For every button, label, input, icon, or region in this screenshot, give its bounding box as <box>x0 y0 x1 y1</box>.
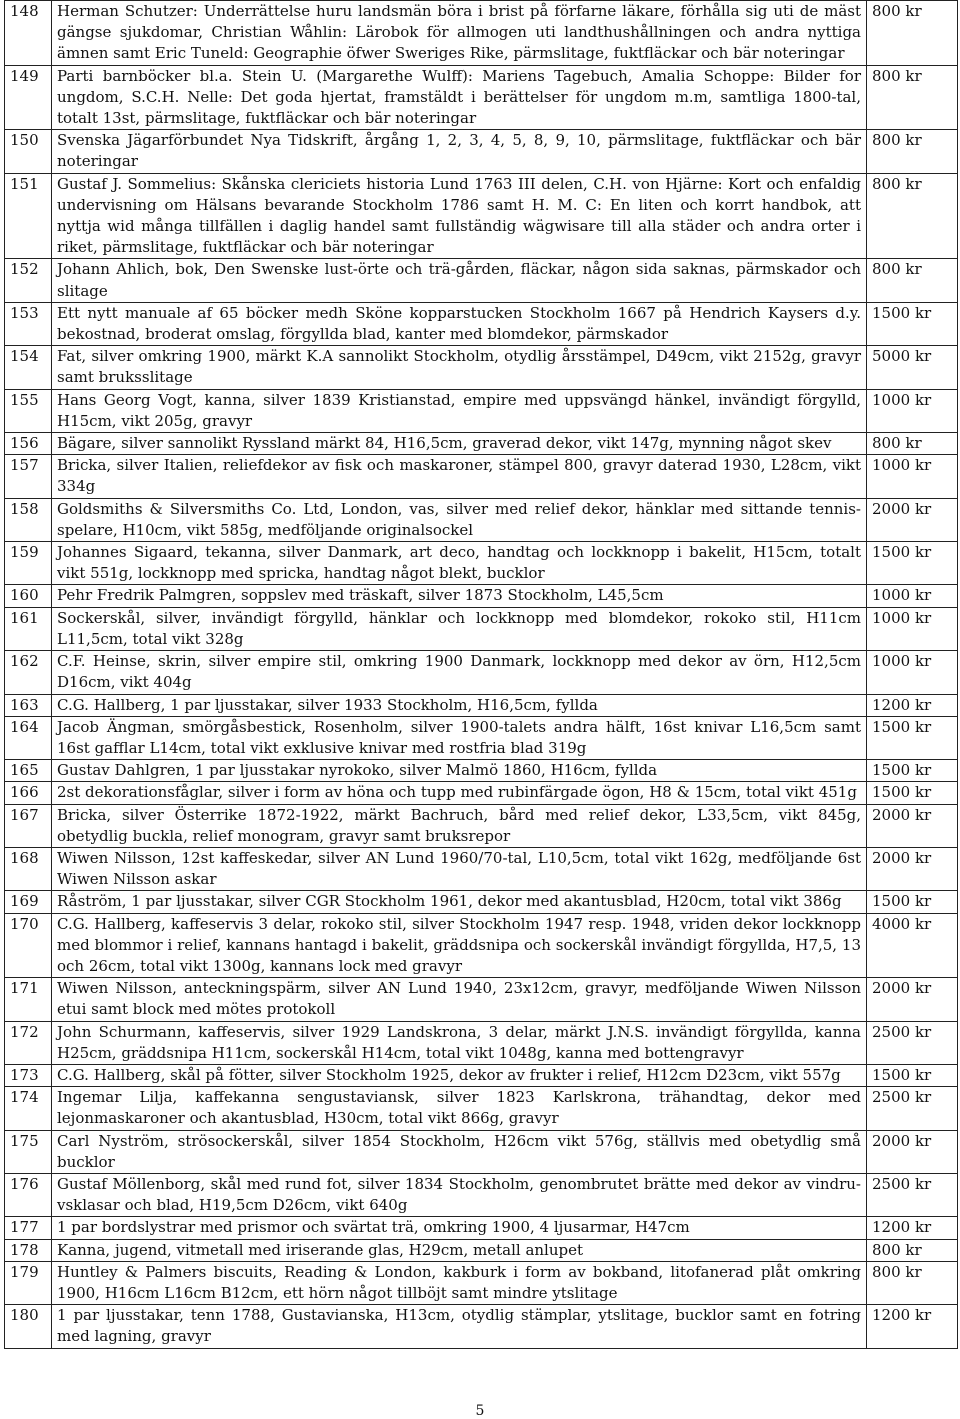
lot-estimate: 800 kr <box>867 433 958 455</box>
lot-description: 1 par bordslystrar med prismor och svärtat trä, omkring 1900, 4 ljusarmar, H47cm <box>52 1217 867 1239</box>
lot-number: 175 <box>5 1130 52 1173</box>
lot-number: 153 <box>5 302 52 345</box>
lot-description: Herman Schutzer: Underrättelse huru landsmän böra i brist på förfarne läkare, förhålla sig uti de mäst gängse sjukdomar, Christian Wåhlin: Lärobok för allmogen uti landthushållningen och andra nyttiga ämnen samt Eric Tuneld: Geographie öfwer Sweriges Rike, pärmslitage, fuktfläckar och bär noteringar <box>52 1 867 66</box>
lot-row <box>5 302 958 345</box>
lot-description: Ingemar Lilja, kaffekanna sengustaviansk, silver 1823 Karlskrona, trähandtag, dekor med lejonmaskaroner och akantusblad, H30cm, total vikt 866g, gravyr <box>52 1087 867 1130</box>
lot-number: 167 <box>5 804 52 847</box>
lot-estimate: 1200 kr <box>867 1217 958 1239</box>
lot-number: 179 <box>5 1261 52 1304</box>
lot-estimate: 800 kr <box>867 1 958 66</box>
lot-estimate: 800 kr <box>867 259 958 302</box>
page-number: 5 <box>475 1403 485 1419</box>
lot-estimate: 1500 kr <box>867 782 958 804</box>
lot-description: Kanna, jugend, vitmetall med iriserande glas, H29cm, metall anlupet <box>52 1239 867 1261</box>
lot-estimate: 1500 kr <box>867 302 958 345</box>
lot-description: Bägare, silver sannolikt Ryssland märkt 84, H16,5cm, graverad dekor, vikt 147g, mynning något skev <box>52 433 867 455</box>
lot-row <box>5 1021 958 1064</box>
lot-row <box>5 542 958 585</box>
lot-number: 173 <box>5 1064 52 1086</box>
lot-estimate: 2500 kr <box>867 1173 958 1216</box>
lot-number: 159 <box>5 542 52 585</box>
lot-row <box>5 585 958 607</box>
lot-number: 154 <box>5 346 52 389</box>
lot-estimate: 2000 kr <box>867 978 958 1021</box>
lot-description: Jacob Ängman, smörgåsbestick, Rosenholm, silver 1900-talets andra hälft, 16st knivar L16,5cm samt 16st gafflar L14cm, total vikt exklusive knivar med rostfria blad 319g <box>52 716 867 759</box>
lot-description: 1 par ljusstakar, tenn 1788, Gustavianska, H13cm, otydlig stämplar, ytslitage, bucklor samt en fotring med lagning, gravyr <box>52 1305 867 1348</box>
lot-description: Hans Georg Vogt, kanna, silver 1839 Kristianstad, empire med uppsvängd hänkel, invändigt förgylld, H15cm, vikt 205g, gravyr <box>52 389 867 432</box>
lot-row <box>5 1087 958 1130</box>
lot-description: Gustaf Möllenborg, skål med rund fot, silver 1834 Stockholm, genombrutet brätte med dekor av vindru-vsklasar och blad, H19,5cm D26cm, vikt 640g <box>52 1173 867 1216</box>
lot-table-body <box>5 1 958 1349</box>
lot-estimate: 1200 kr <box>867 694 958 716</box>
catalog-page <box>4 0 957 1349</box>
lot-table <box>4 0 958 1349</box>
lot-estimate: 2000 kr <box>867 1130 958 1173</box>
lot-description: Fat, silver omkring 1900, märkt K.A sannolikt Stockholm, otydlig årsstämpel, D49cm, vikt 2152g, gravyr samt bruksslitage <box>52 346 867 389</box>
lot-row <box>5 1173 958 1216</box>
lot-description: Ett nytt manuale af 65 böcker medh Sköne kopparstucken Stockholm 1667 på Hendrich Kaysers d.y. bekostnad, broderat omslag, förgyllda blad, kanter med blomdekor, pärmskador <box>52 302 867 345</box>
lot-number: 149 <box>5 65 52 130</box>
lot-number: 168 <box>5 847 52 890</box>
lot-estimate: 1200 kr <box>867 1305 958 1348</box>
lot-number: 150 <box>5 130 52 173</box>
lot-number: 176 <box>5 1173 52 1216</box>
lot-row <box>5 498 958 541</box>
lot-number: 169 <box>5 891 52 913</box>
lot-description: Wiwen Nilsson, anteckningspärm, silver AN Lund 1940, 23x12cm, gravyr, medföljande Wiwen Nilsson etui samt block med mötes protokoll <box>52 978 867 1021</box>
lot-description: C.G. Hallberg, skål på fötter, silver Stockholm 1925, dekor av frukter i relief, H12cm D23cm, vikt 557g <box>52 1064 867 1086</box>
lot-row <box>5 607 958 650</box>
lot-row <box>5 1261 958 1304</box>
lot-row <box>5 782 958 804</box>
lot-number: 180 <box>5 1305 52 1348</box>
lot-description: Huntley & Palmers biscuits, Reading & London, kakburk i form av bokband, litofanerad plåt omkring 1900, H16cm L16cm B12cm, ett hörn något tillböjt samt mindre ytslitage <box>52 1261 867 1304</box>
lot-row <box>5 847 958 890</box>
lot-estimate: 5000 kr <box>867 346 958 389</box>
lot-row <box>5 978 958 1021</box>
lot-description: Gustav Dahlgren, 1 par ljusstakar nyrokoko, silver Malmö 1860, H16cm, fyllda <box>52 760 867 782</box>
lot-row <box>5 259 958 302</box>
lot-number: 151 <box>5 173 52 259</box>
lot-description: Bricka, silver Österrike 1872-1922, märkt Bachruch, bård med relief dekor, L33,5cm, vikt 845g, obetydlig buckla, relief monogram, gravyr samt bruksrepor <box>52 804 867 847</box>
lot-estimate: 4000 kr <box>867 913 958 978</box>
lot-estimate: 800 kr <box>867 1261 958 1304</box>
lot-row <box>5 1 958 66</box>
lot-description: Råström, 1 par ljusstakar, silver CGR Stockholm 1961, dekor med akantusblad, H20cm, total vikt 386g <box>52 891 867 913</box>
lot-estimate: 1000 kr <box>867 585 958 607</box>
lot-estimate: 1500 kr <box>867 760 958 782</box>
lot-row <box>5 760 958 782</box>
lot-number: 162 <box>5 651 52 694</box>
lot-number: 160 <box>5 585 52 607</box>
lot-description: 2st dekorationsfåglar, silver i form av höna och tupp med rubinfärgade ögon, H8 & 15cm, total vikt 451g <box>52 782 867 804</box>
lot-description: C.G. Hallberg, kaffeservis 3 delar, rokoko stil, silver Stockholm 1947 resp. 1948, vriden dekor lockknopp med blommor i relief, kannans hantagd i bakelit, gräddsnipa och sockerskål invändigt förgyllda, H7,5, 13 och 26cm, total vikt 1300g, kannans lock med gravyr <box>52 913 867 978</box>
lot-number: 174 <box>5 1087 52 1130</box>
lot-description: Gustaf J. Sommelius: Skånska clericiets historia Lund 1763 III delen, C.H. von Hjärne: Kort och enfaldig undervisning om Hälsans bevarande Stockholm 1786 samt H. M. C: En liten och korrt handbok, att nyttja wid många tillfällen i daglig handel samt fullständig wägwisare till alla städer och andra orter i riket, pärmslitage, fuktfläckar och bär noteringar <box>52 173 867 259</box>
lot-description: Carl Nyström, strösockerskål, silver 1854 Stockholm, H26cm vikt 576g, ställvis med obetydlig små bucklor <box>52 1130 867 1173</box>
lot-estimate: 1500 kr <box>867 542 958 585</box>
lot-row <box>5 1239 958 1261</box>
lot-number: 171 <box>5 978 52 1021</box>
lot-number: 177 <box>5 1217 52 1239</box>
lot-row <box>5 433 958 455</box>
lot-description: C.G. Hallberg, 1 par ljusstakar, silver 1933 Stockholm, H16,5cm, fyllda <box>52 694 867 716</box>
lot-description: Sockerskål, silver, invändigt förgylld, hänklar och lockknopp med blomdekor, rokoko stil, H11cm L11,5cm, total vikt 328g <box>52 607 867 650</box>
lot-estimate: 2500 kr <box>867 1021 958 1064</box>
lot-estimate: 1500 kr <box>867 891 958 913</box>
lot-estimate: 2000 kr <box>867 804 958 847</box>
lot-number: 170 <box>5 913 52 978</box>
lot-row <box>5 173 958 259</box>
lot-estimate: 1000 kr <box>867 389 958 432</box>
lot-row <box>5 651 958 694</box>
lot-estimate: 800 kr <box>867 1239 958 1261</box>
lot-row <box>5 716 958 759</box>
lot-description: Johann Ahlich, bok, Den Swenske lust-örte och trä-gården, fläckar, någon sida saknas, pärmskador och slitage <box>52 259 867 302</box>
lot-number: 172 <box>5 1021 52 1064</box>
lot-estimate: 1000 kr <box>867 607 958 650</box>
lot-row <box>5 1305 958 1348</box>
lot-number: 148 <box>5 1 52 66</box>
lot-description: Svenska Jägarförbundet Nya Tidskrift, årgång 1, 2, 3, 4, 5, 8, 9, 10, pärmslitage, fuktfläckar och bär noteringar <box>52 130 867 173</box>
lot-number: 156 <box>5 433 52 455</box>
lot-number: 155 <box>5 389 52 432</box>
lot-estimate: 800 kr <box>867 65 958 130</box>
lot-number: 164 <box>5 716 52 759</box>
lot-number: 157 <box>5 455 52 498</box>
lot-description: Pehr Fredrik Palmgren, soppslev med träskaft, silver 1873 Stockholm, L45,5cm <box>52 585 867 607</box>
lot-row <box>5 1217 958 1239</box>
lot-description: C.F. Heinse, skrin, silver empire stil, omkring 1900 Danmark, lockknopp med dekor av örn, H12,5cm D16cm, vikt 404g <box>52 651 867 694</box>
lot-estimate: 2000 kr <box>867 498 958 541</box>
lot-description: Parti barnböcker bl.a. Stein U. (Margarethe Wulff): Mariens Tagebuch, Amalia Schoppe: Bilder for ungdom, S.C.H. Nelle: Det goda hjertat, framstäldt i berättelser för ungdom m.m, samtliga 1800-tal, totalt 13st, pärmslitage, fuktfläckar och bär noteringar <box>52 65 867 130</box>
lot-estimate: 800 kr <box>867 130 958 173</box>
lot-row <box>5 694 958 716</box>
lot-row <box>5 1130 958 1173</box>
lot-row <box>5 1064 958 1086</box>
lot-number: 163 <box>5 694 52 716</box>
lot-row <box>5 455 958 498</box>
lot-number: 166 <box>5 782 52 804</box>
lot-estimate: 1000 kr <box>867 455 958 498</box>
lot-number: 152 <box>5 259 52 302</box>
lot-row <box>5 346 958 389</box>
lot-row <box>5 65 958 130</box>
lot-description: Wiwen Nilsson, 12st kaffeskedar, silver AN Lund 1960/70-tal, L10,5cm, total vikt 162g, medföljande 6st Wiwen Nilsson askar <box>52 847 867 890</box>
lot-estimate: 2500 kr <box>867 1087 958 1130</box>
lot-description: John Schurmann, kaffeservis, silver 1929 Landskrona, 3 delar, märkt J.N.S. invändigt förgyllda, kanna H25cm, gräddsnipa H11cm, sockerskål H14cm, total vikt 1048g, kanna med bottengravyr <box>52 1021 867 1064</box>
lot-number: 178 <box>5 1239 52 1261</box>
lot-row <box>5 913 958 978</box>
lot-estimate: 2000 kr <box>867 847 958 890</box>
lot-estimate: 1500 kr <box>867 1064 958 1086</box>
lot-description: Bricka, silver Italien, reliefdekor av fisk och maskaroner, stämpel 800, gravyr daterad 1930, L28cm, vikt 334g <box>52 455 867 498</box>
lot-row <box>5 389 958 432</box>
lot-estimate: 800 kr <box>867 173 958 259</box>
lot-row <box>5 130 958 173</box>
lot-description: Goldsmiths & Silversmiths Co. Ltd, London, vas, silver med relief dekor, hänklar med sittande tennis-spelare, H10cm, vikt 585g, medföljande originalsockel <box>52 498 867 541</box>
lot-row <box>5 891 958 913</box>
lot-number: 161 <box>5 607 52 650</box>
lot-number: 165 <box>5 760 52 782</box>
lot-estimate: 1500 kr <box>867 716 958 759</box>
lot-row <box>5 804 958 847</box>
lot-description: Johannes Sigaard, tekanna, silver Danmark, art deco, handtag och lockknopp i bakelit, H15cm, totalt vikt 551g, lockknopp med spricka, handtag något blekt, bucklor <box>52 542 867 585</box>
lot-number: 158 <box>5 498 52 541</box>
lot-estimate: 1000 kr <box>867 651 958 694</box>
